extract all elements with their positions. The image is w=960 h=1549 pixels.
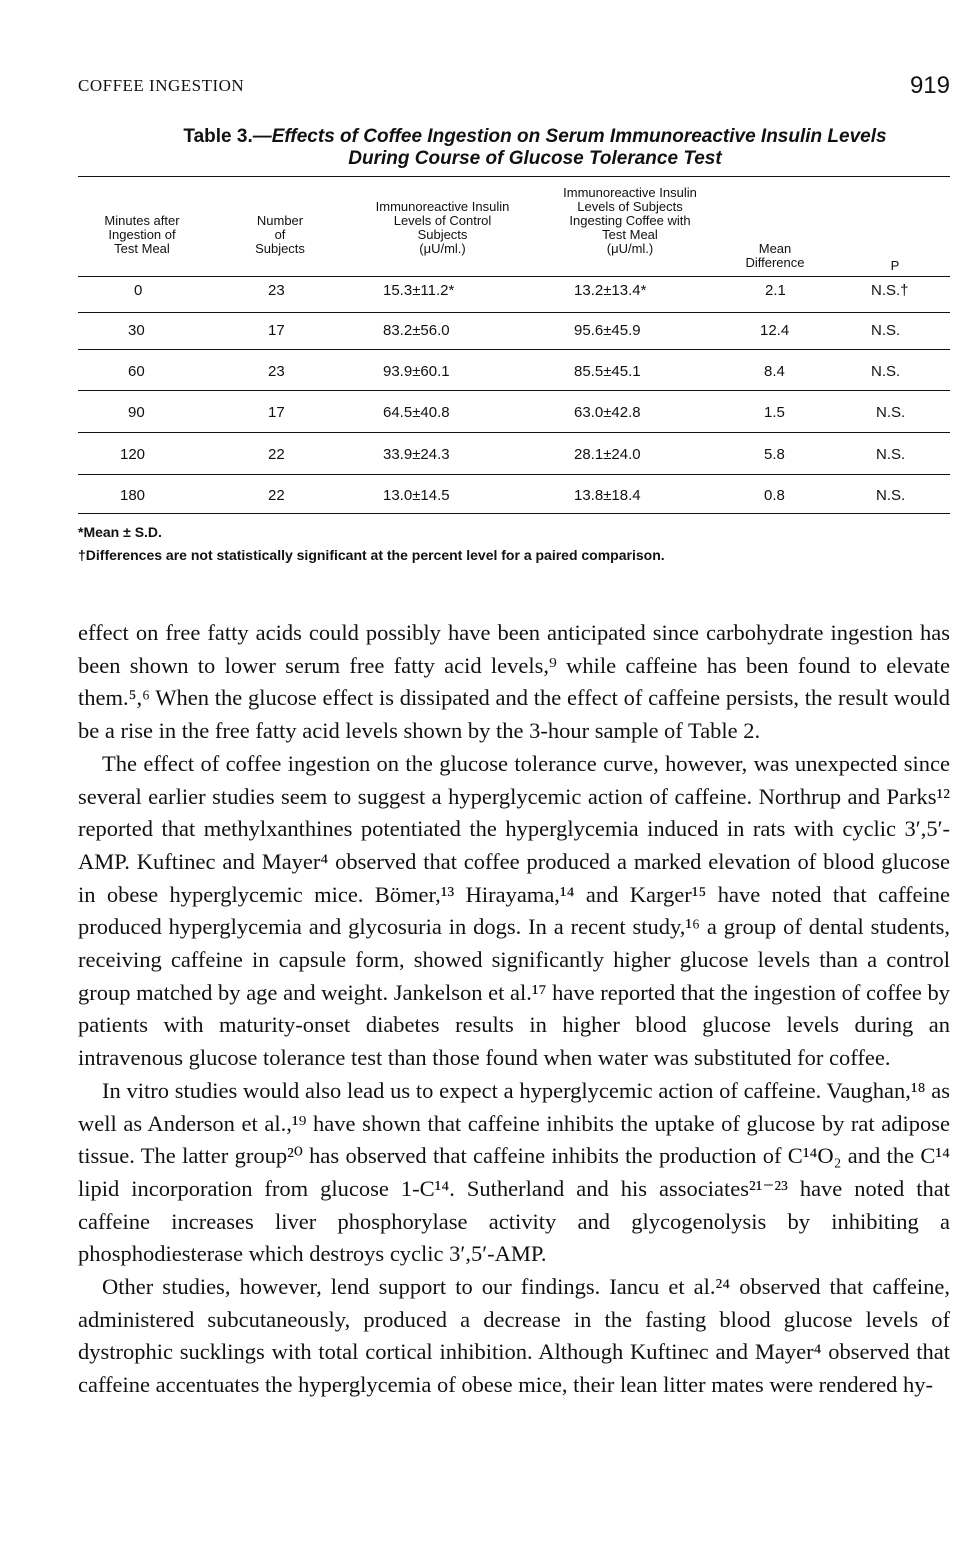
table-row (78, 276, 950, 306)
cell-control: 13.0±14.5 (383, 487, 450, 504)
header-line: (μU/ml.) (606, 241, 654, 256)
cell-p: N.S. (876, 487, 906, 504)
header-line: Immunoreactive Insulin (563, 185, 697, 200)
cell-minutes: 180 (120, 487, 146, 504)
cell-difference: 2.1 (765, 282, 786, 299)
header-line: (μU/ml.) (419, 241, 466, 256)
table-row (78, 316, 950, 346)
cell-minutes: 0 (134, 282, 143, 299)
cell-difference: 1.5 (764, 404, 785, 421)
cell-control: 15.3±11.2* (383, 282, 455, 299)
cell-control: 93.9±60.1 (383, 363, 450, 380)
table-label: Table 3. (183, 126, 253, 147)
header-line: Subjects (417, 227, 468, 242)
table-row (78, 357, 950, 387)
cell-subjects: 22 (268, 487, 285, 504)
cell-coffee: 28.1±24.0 (574, 446, 641, 463)
cell-coffee: 95.6±45.9 (574, 322, 641, 339)
column-header-mean-difference (730, 242, 820, 270)
header-line: P (890, 258, 900, 273)
header-line: Test Meal (114, 241, 170, 256)
cell-subjects: 23 (268, 363, 285, 380)
table-row (78, 481, 950, 511)
cell-control: 64.5±40.8 (383, 404, 450, 421)
table-row (78, 440, 950, 470)
header-line: Mean (758, 241, 792, 256)
table-row (78, 398, 950, 428)
row-rule (78, 312, 950, 313)
header-line: Number (256, 213, 304, 228)
cell-control: 33.9±24.3 (383, 446, 450, 463)
cell-control: 83.2±56.0 (383, 322, 450, 339)
cell-minutes: 120 (120, 446, 146, 463)
table-title-line-2: During Course of Glucose Tolerance Test (348, 148, 722, 169)
table-top-rule (78, 176, 950, 177)
cell-subjects: 23 (268, 282, 285, 299)
table-caption-line-1 (120, 126, 950, 148)
cell-coffee: 85.5±45.1 (574, 363, 641, 380)
column-header-p (880, 259, 910, 273)
column-header-control-levels (345, 200, 540, 256)
header-line: Test Meal (602, 227, 658, 242)
cell-p: N.S. (871, 322, 901, 339)
header-line: of (274, 227, 286, 242)
page-number: 919 (909, 72, 950, 99)
cell-p: N.S. (876, 446, 906, 463)
cell-p: N.S. (871, 363, 901, 380)
row-rule (78, 432, 950, 433)
header-line: Subjects (255, 241, 305, 256)
header-line: Levels of Control (393, 213, 492, 228)
cell-p: N.S.† (871, 282, 909, 299)
cell-p: N.S. (876, 404, 906, 421)
cell-difference: 0.8 (764, 487, 785, 504)
header-line: Ingesting Coffee with (569, 213, 691, 228)
paragraph: The effect of coffee ingestion on the glucose tolerance curve, however, was unexpected since several earlier studies seem to suggest a hyperglycemic action of caffeine. Northrup and Parks¹² reported that methylxanthines potentiated the hyperglycemia induced in rats with cyclic 3′,5′-AMP. Kuftinec and Mayer⁴ observed that coffee produced a marked elevation of blood glucose in obese hyperglycemic mice. Bömer,¹³ Hirayama,¹⁴ and Karger¹⁵ have noted that caffeine produced hyperglycemia and glycosuria in dogs. In a recent study,¹⁶ a group of dental students, receiving caffeine in capsule form, showed significantly higher glucose levels than a control group matched by age and weight. Jankelson et al.¹⁷ have reported that the ingestion of coffee by patients with maturity-onset diabetes results in higher blood glucose levels during an intravenous glucose tolerance test than those found when water was substituted for coffee. (78, 750, 950, 1071)
paragraph: effect on free fatty acids could possibly have been anticipated since carbohydrate ingestion has been shown to lower serum free fatty acid levels,⁹ while caffeine has been found to elevate them.⁵,⁶ When the glucose effect is dissipated and the effect of caffeine persists, the result would be a rise in the free fatty acid levels shown by the 3-hour sample of Table 2. (78, 620, 950, 744)
row-rule (78, 349, 950, 350)
cell-minutes: 30 (128, 322, 145, 339)
footnote-mean: *Mean ± S.D. (78, 524, 162, 540)
column-header-minutes (96, 214, 188, 256)
cell-minutes: 60 (128, 363, 145, 380)
column-header-number (245, 214, 315, 256)
row-rule (78, 474, 950, 475)
header-line: Minutes after (104, 213, 180, 228)
cell-coffee: 13.2±13.4* (574, 282, 647, 299)
header-line: Levels of Subjects (577, 199, 683, 214)
header-line: Immunoreactive Insulin (375, 199, 510, 214)
running-head (78, 72, 950, 106)
table-caption (120, 126, 950, 170)
header-line: Ingestion of (108, 227, 176, 242)
cell-subjects: 17 (268, 322, 285, 339)
cell-difference: 12.4 (760, 322, 790, 339)
body-text (78, 617, 950, 1402)
row-rule (78, 390, 950, 391)
running-title: COFFEE INGESTION (78, 76, 245, 95)
cell-difference: 8.4 (764, 363, 785, 380)
cell-subjects: 22 (268, 446, 285, 463)
cell-minutes: 90 (128, 404, 145, 421)
table-bottom-rule (78, 513, 950, 514)
paragraph: In vitro studies would also lead us to expect a hyperglycemic action of caffeine. Vaughan,¹⁸ as well as Anderson et al.,¹⁹ have shown that caffeine inhibits the uptake of glucose by rat adipose tissue. The latter group²⁰ has observed that caffeine inhibits the production of C¹⁴O₂ and the C¹⁴ lipid incorporation from glucose 1-C¹⁴. Sutherland and his associates²¹⁻²³ have noted that caffeine increases liver phosphorylase activity and glycogenolysis by inhibiting a phosphodiesterase which destroys cyclic 3′,5′-AMP. (78, 1077, 950, 1267)
header-line: Difference (745, 255, 805, 270)
footnote-difference: †Differences are not statistically significant at the percent level for a paired comparison. (78, 547, 665, 563)
cell-subjects: 17 (268, 404, 285, 421)
cell-coffee: 13.8±18.4 (574, 487, 641, 504)
paragraph: Other studies, however, lend support to our findings. Iancu et al.²⁴ observed that caffeine, administered subcutaneously, produced a decrease in the fasting blood glucose levels of dystrophic sucklings with total cortical inhibition. Although Kuftinec and Mayer⁴ observed that caffeine accentuates the hyperglycemia of obese mice, their lean litter mates were rendered hy- (78, 1274, 950, 1398)
table-title-line-1: —Effects of Coffee Ingestion on Serum Immunoreactive Insulin Levels (252, 126, 887, 147)
cell-coffee: 63.0±42.8 (574, 404, 641, 421)
cell-difference: 5.8 (764, 446, 785, 463)
column-header-coffee-levels (525, 186, 735, 256)
